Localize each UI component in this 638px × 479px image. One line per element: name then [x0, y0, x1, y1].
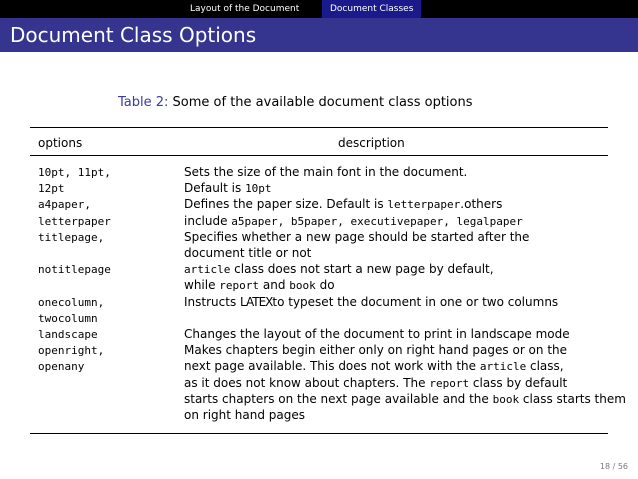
description-text: do [315, 278, 335, 293]
option-cell: openany [38, 360, 85, 374]
description-text: and [259, 278, 290, 293]
code-text: article [479, 360, 527, 374]
option-cell: letterpaper [38, 214, 111, 228]
page-number: 18 / 56 [599, 462, 628, 471]
code-text: 10pt [245, 182, 272, 196]
table-caption-text: Some of the available document class options [172, 95, 473, 110]
column-header-description: description [338, 136, 405, 150]
slide-title: Document Class Options [10, 23, 257, 47]
table-caption-label: Table 2: [118, 95, 169, 110]
code-text: book [289, 279, 316, 293]
description-cell [184, 229, 529, 245]
table-row [38, 180, 272, 196]
nav-subsection-document-classes[interactable]: Document Classes [322, 0, 421, 18]
slide-title-bar [0, 18, 638, 52]
table-top-rule [30, 127, 608, 128]
description-cell [184, 358, 564, 375]
option-cell: twocolumn [38, 311, 98, 325]
description-text: Specifies whether a new page should be started after the [184, 229, 530, 244]
description-text: next page available. This does not work with the [184, 359, 480, 374]
table-row [38, 294, 559, 310]
option-cell: onecolumn, [38, 295, 105, 309]
option-cell: a4paper, [38, 198, 91, 212]
description-text: Makes chapters begin either only on right hand pages or on the [184, 343, 568, 358]
code-text: letterpaper [387, 198, 461, 212]
description-text: document title or not [184, 246, 312, 260]
description-text: class, [526, 359, 564, 374]
option-cell: 12pt [38, 182, 65, 196]
description-text: Sets the size of the main font in the document. [184, 165, 468, 179]
description-cell [184, 213, 523, 230]
description-text: while [184, 278, 220, 293]
description-cell [184, 196, 502, 213]
code-text: a5paper, b5paper, executivepaper, legalpaper [231, 214, 523, 228]
description-text: Default is [184, 181, 246, 196]
description-cell [184, 407, 305, 423]
description-cell [184, 391, 626, 408]
table-row [38, 261, 494, 277]
description-cell [184, 277, 335, 294]
column-header-options: options [38, 136, 83, 150]
description-cell [184, 261, 494, 278]
option-cell: landscape [38, 328, 98, 341]
table-bottom-rule [30, 433, 608, 434]
table-row [38, 213, 523, 229]
description-cell [184, 375, 567, 392]
header-nav-bar [0, 0, 638, 18]
table-header-rule [30, 155, 608, 156]
code-text: book [492, 392, 520, 406]
table-caption [118, 95, 473, 110]
table-row [38, 164, 468, 180]
description-cell [184, 245, 311, 261]
table-row [38, 229, 530, 245]
table-row [38, 326, 570, 342]
description-text: class starts them [519, 391, 626, 406]
description-cell [184, 342, 567, 358]
description-text: Instructs [184, 294, 241, 309]
table-row [38, 358, 564, 374]
table-row [38, 310, 98, 326]
latex-logo-text: LATEX [240, 294, 273, 309]
table-row [38, 342, 568, 358]
option-cell: titlepage, [38, 230, 105, 244]
description-cell [184, 294, 558, 310]
nav-section-layout[interactable]: Layout of the Document [190, 4, 300, 14]
description-text: Changes the layout of the document to print in landscape mode [184, 327, 570, 341]
code-text: report [429, 376, 470, 390]
option-cell: 10pt, 11pt, [38, 166, 111, 179]
description-text: to typeset the document in one or two columns [272, 294, 559, 309]
description-cell [184, 164, 467, 180]
option-cell: openright, [38, 344, 105, 358]
description-text: class by default [469, 375, 568, 390]
description-text: on right hand pages [184, 408, 305, 422]
description-text: starts chapters on the next page available and the [184, 391, 493, 406]
code-text: article [184, 263, 231, 277]
table-row [38, 196, 503, 212]
description-cell [184, 326, 570, 342]
description-cell [184, 180, 272, 197]
description-text: .others [460, 197, 503, 212]
description-text: class does not start a new page by default, [230, 262, 494, 277]
description-text: as it does not know about chapters. The [184, 375, 430, 390]
description-text: Defines the paper size. Default is [184, 197, 388, 212]
code-text: report [219, 279, 260, 293]
description-text: include [184, 213, 232, 228]
option-cell: notitlepage [38, 263, 111, 277]
